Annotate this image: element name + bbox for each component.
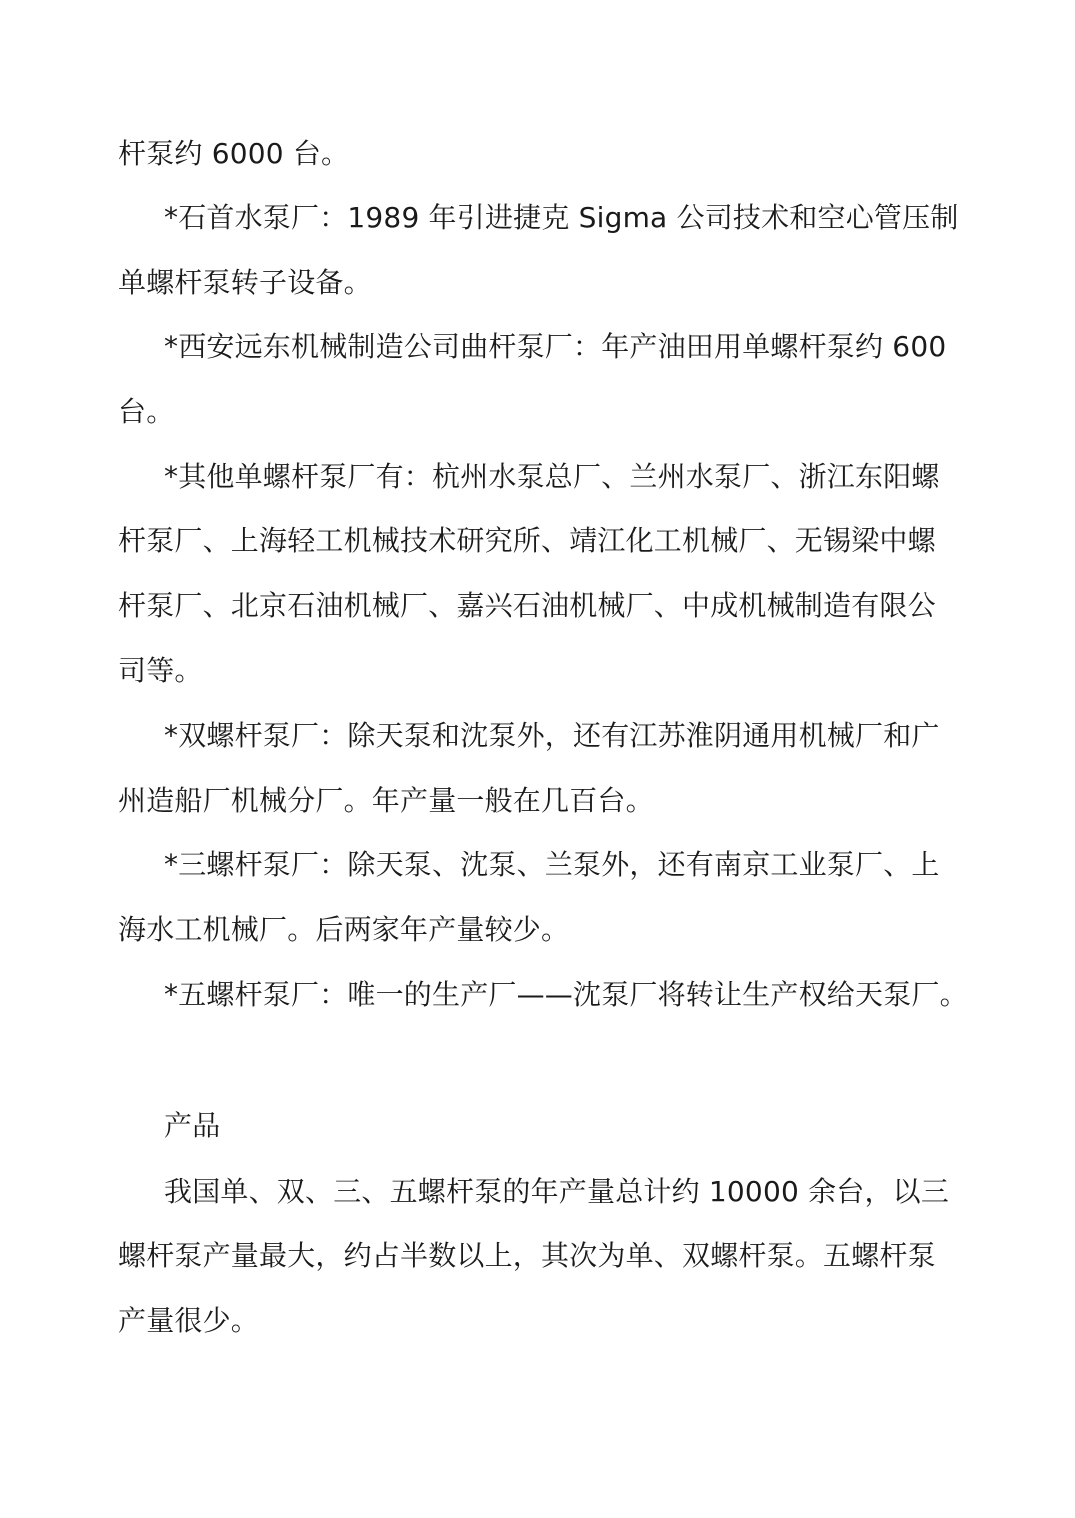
text-line: 海水工机械厂。后两家年产量较少。 [118,913,570,946]
text-line: 司等。 [118,654,203,687]
text-line: 杆泵厂、上海轻工机械技术研究所、靖江化工机械厂、无锡梁中螺 [118,524,936,557]
text-line: 螺杆泵产量最大，约占半数以上，其次为单、双螺杆泵。五螺杆泵 [118,1239,936,1272]
text-line: *双螺杆泵厂：除天泵和沈泵外，还有江苏淮阴通用机械厂和广 [164,719,940,752]
text-line: *五螺杆泵厂：唯一的生产厂——沈泵厂将转让生产权给天泵厂。 [164,978,968,1011]
text-line: 单螺杆泵转子设备。 [118,266,372,299]
text-line: 台。 [118,395,175,428]
text-line: 我国单、双、三、五螺杆泵的年产量总计约 10000 余台，以三 [164,1175,950,1208]
text-line: *其他单螺杆泵厂有：杭州水泵总厂、兰州水泵厂、浙江东阳螺 [164,460,940,493]
section-heading: 产品 [164,1109,221,1142]
text-line: *石首水泵厂：1989 年引进捷克 Sigma 公司技术和空心管压制 [164,201,959,234]
text-line: *三螺杆泵厂：除天泵、沈泵、兰泵外，还有南京工业泵厂、上 [164,848,940,881]
text-line: 杆泵厂、北京石油机械厂、嘉兴石油机械厂、中成机械制造有限公 [118,589,936,622]
text-line: 杆泵约 6000 台。 [118,137,350,170]
text-line: *西安远东机械制造公司曲杆泵厂：年产油田用单螺杆泵约 600 [164,330,947,363]
text-line: 产量很少。 [118,1304,260,1337]
text-line: 州造船厂机械分厂。年产量一般在几百台。 [118,784,654,817]
